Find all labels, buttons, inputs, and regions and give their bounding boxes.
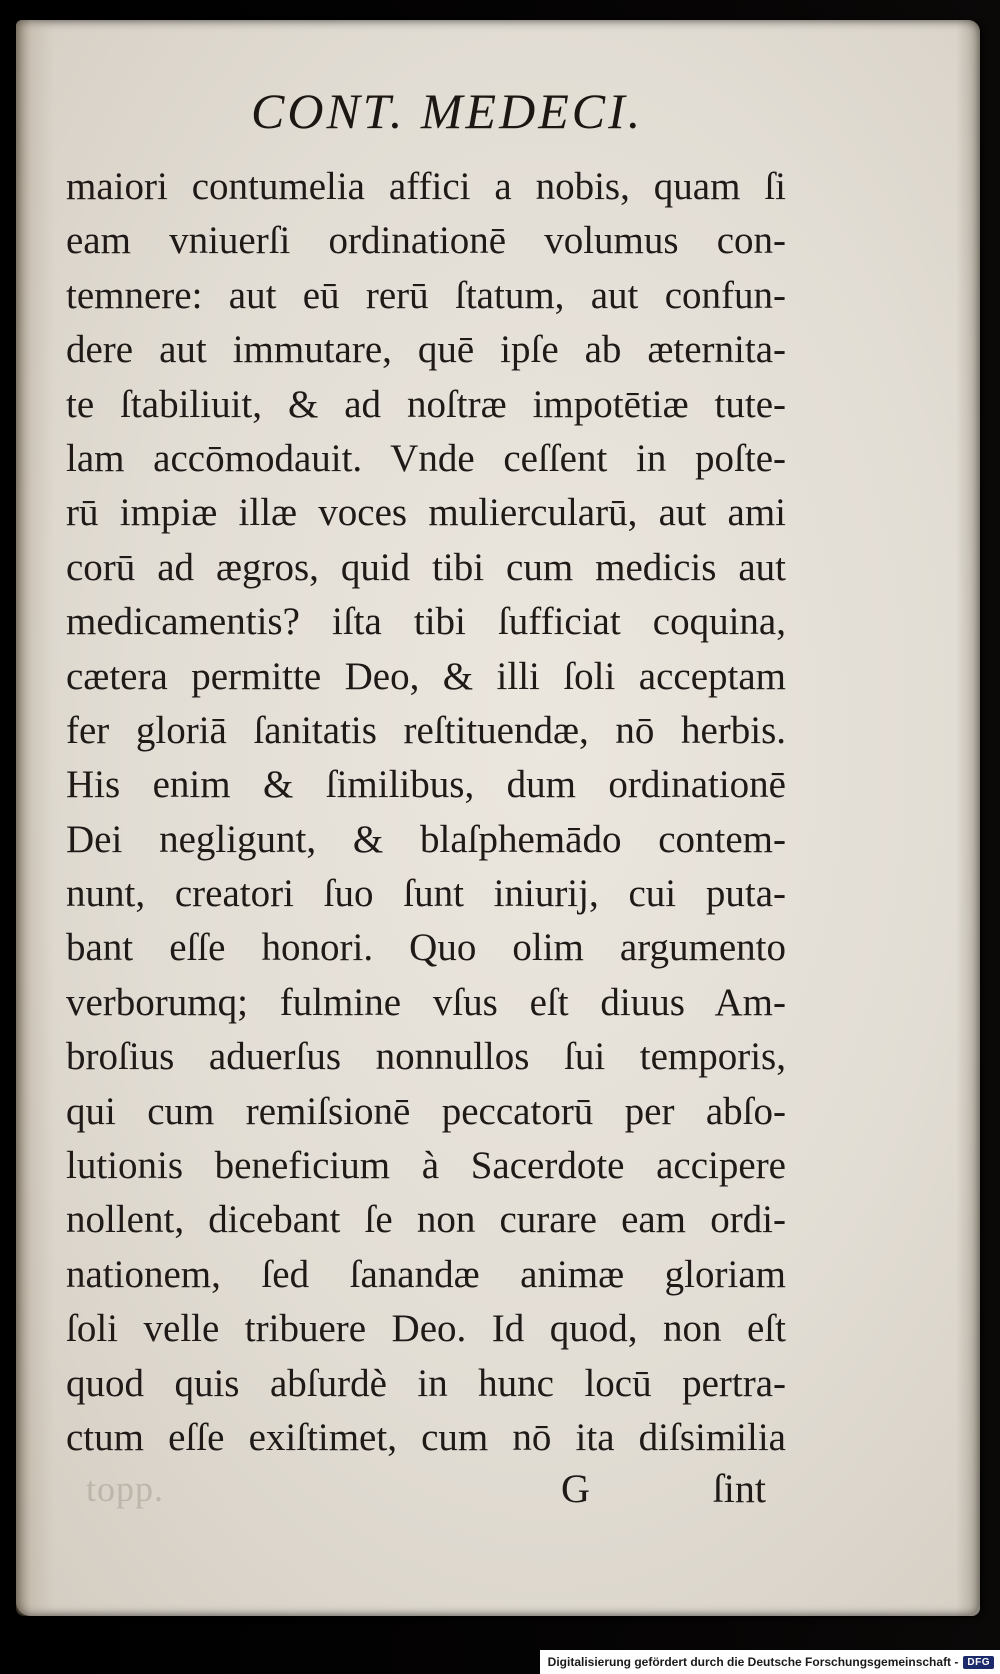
text-line: medicamentis? iſta tibi ſufficiat coquina, bbox=[66, 600, 786, 644]
credit-text: Digitalisierung gefördert durch die Deutsche Forschungsgemeinschaft - bbox=[547, 1655, 959, 1669]
page-foot bbox=[66, 1462, 766, 1516]
text-line: ctum eſſe exiſtimet, cum nō ita diſsimilia bbox=[66, 1415, 786, 1459]
text-line: verborumq; fulmine vſus eſt diuus Am- bbox=[66, 980, 786, 1024]
dfg-logo-icon: DFG bbox=[963, 1656, 994, 1669]
text-line: maiori contumelia affici a nobis, quam ſi bbox=[66, 165, 786, 208]
text-line: qui cum remiſsionē peccatorū per abſo- bbox=[66, 1089, 786, 1133]
text-line: dere aut immutare, quē ipſe ab æternita- bbox=[66, 328, 786, 372]
text-line: temnere: aut eū rerū ſtatum, aut confun- bbox=[66, 273, 786, 317]
text-line: rū impiæ illæ voces muliercularū, aut ami bbox=[66, 491, 786, 535]
book-page bbox=[16, 20, 980, 1616]
text-line: eam vniuerſi ordinationē volumus con- bbox=[66, 219, 786, 263]
running-head: CONT. MEDECI. bbox=[251, 83, 644, 139]
text-line: Dei negligunt, & blaſphemādo contem- bbox=[66, 817, 786, 861]
catchword: ſint bbox=[712, 1466, 766, 1511]
text-line: corū ad ægros, quid tibi cum medicis aut bbox=[66, 545, 786, 589]
text-line: lutionis beneficium à Sacerdote accipere bbox=[66, 1144, 786, 1188]
body-text bbox=[66, 160, 786, 1465]
text-line: broſius aduerſus nonnullos ſui temporis, bbox=[66, 1035, 786, 1079]
text-line: lam accōmodauit. Vnde ceſſent in poſte- bbox=[66, 436, 786, 480]
text-line: nunt, creatori ſuo ſunt iniurij, cui puta- bbox=[66, 872, 786, 916]
text-line: te ſtabiliuit, & ad noſtræ impotētiæ tute- bbox=[66, 382, 786, 426]
text-line: quod quis abſurdè in hunc locū pertra- bbox=[66, 1361, 786, 1405]
text-line: His enim & ſimilibus, dum ordinationē bbox=[66, 763, 786, 807]
bleed-through-text: topp. bbox=[86, 1469, 165, 1509]
text-line: cætera permitte Deo, & illi ſoli acceptam bbox=[66, 654, 786, 698]
text-line: ſoli velle tribuere Deo. Id quod, non eſt bbox=[66, 1307, 786, 1351]
text-line: nationem, ſed ſanandæ animæ gloriam bbox=[66, 1252, 786, 1296]
text-line: bant eſſe honori. Quo olim argumento bbox=[66, 926, 786, 970]
text-line: fer gloriā ſanitatis reſtituendæ, nō herbis. bbox=[66, 708, 786, 752]
text-line: nollent, dicebant ſe non curare eam ordi- bbox=[66, 1198, 786, 1242]
signature-mark: G bbox=[561, 1466, 590, 1511]
digitization-credit bbox=[540, 1650, 1000, 1674]
